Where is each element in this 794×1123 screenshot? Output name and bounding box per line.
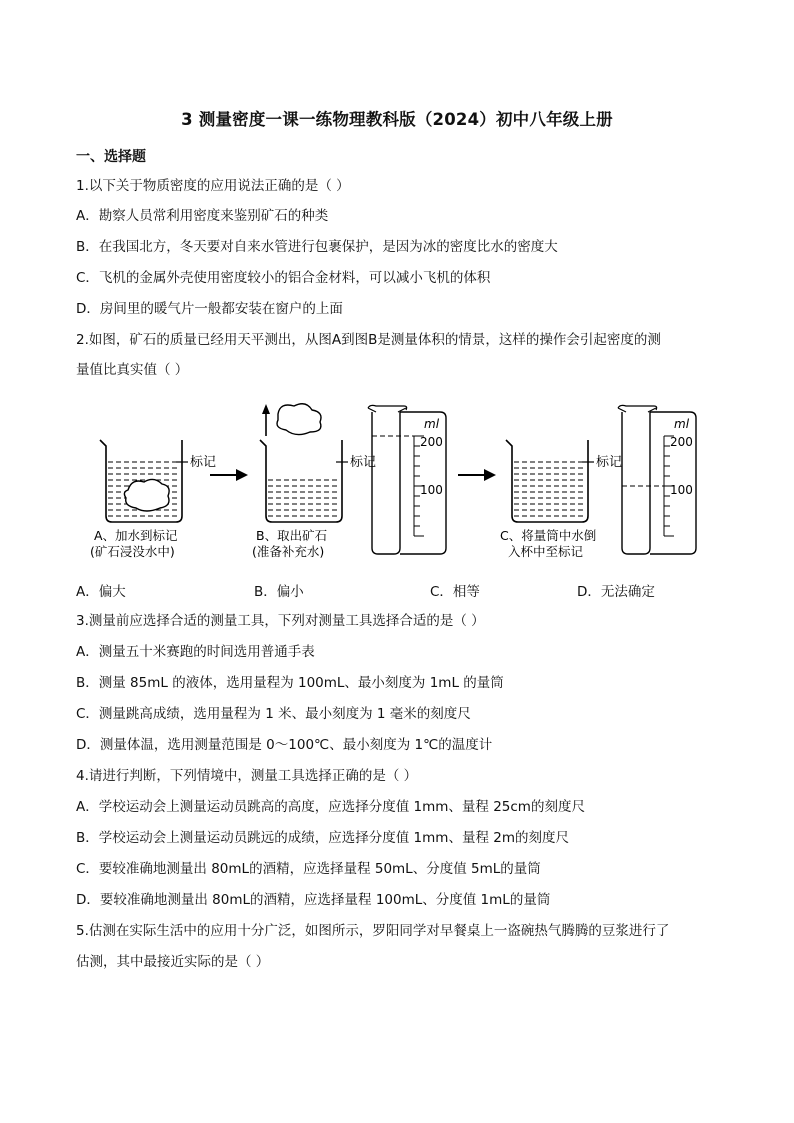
question-4-option-b: B．学校运动会上测量运动员跳远的成绩，应选择分度值 1mm、量程 2m的刻度尺 xyxy=(76,830,569,846)
cylinder-2-tick-200: 200 xyxy=(670,435,693,449)
measurement-diagram xyxy=(80,398,720,558)
question-3-option-a: A．测量五十米赛跑的时间选用普通手表 xyxy=(76,644,315,660)
section-heading: 一、选择题 xyxy=(76,149,146,165)
question-2-option-d: D．无法确定 xyxy=(577,584,655,600)
question-3-option-d: D．测量体温，选用测量范围是 0～100℃、最小刻度为 1℃的温度计 xyxy=(76,737,493,753)
question-4-option-d: D．要较准确地测量出 80mL的酒精，应选择量程 100mL、分度值 1mL的量筒 xyxy=(76,892,551,908)
cylinder-1-unit: ml xyxy=(424,417,440,431)
arrow-icon xyxy=(210,469,248,481)
question-2-stem-line-1: 2.如图，矿石的质量已经用天平测出，从图A到图B是测量体积的情景，这样的操作会引起密度的测 xyxy=(76,332,661,348)
question-2-option-c: C．相等 xyxy=(430,584,480,600)
question-1-option-d: D．房间里的暖气片一般都安装在窗户的上面 xyxy=(76,301,343,317)
question-1-stem: 1.以下关于物质密度的应用说法正确的是（ ） xyxy=(76,178,350,194)
arrow-icon xyxy=(458,469,496,481)
caption-c-line-2: 入杯中至标记 xyxy=(508,544,584,558)
question-2-options xyxy=(0,580,794,600)
beaker-b-mark-label: 标记 xyxy=(350,455,377,470)
caption-b-line-2: (准备补充水) xyxy=(252,544,325,558)
cylinder-1-tick-100: 100 xyxy=(420,483,443,497)
caption-a-line-1: A、加水到标记 xyxy=(94,528,178,543)
question-3-stem: 3.测量前应选择合适的测量工具，下列对测量工具选择合适的是（ ） xyxy=(76,613,485,629)
caption-a-line-2: (矿石浸没水中) xyxy=(90,544,175,558)
caption-c-line-1: C、将量筒中水倒 xyxy=(500,528,597,543)
cylinder-1-tick-200: 200 xyxy=(420,435,443,449)
measurement-figure xyxy=(80,398,720,558)
question-4-option-c: C．要较准确地测量出 80mL的酒精，应选择量程 50mL、分度值 5mL的量筒 xyxy=(76,861,541,877)
question-2-stem-line-2: 量值比真实值（ ） xyxy=(76,362,189,378)
beaker-a xyxy=(100,440,188,522)
question-5-stem-line-2: 估测，其中最接近实际的是（ ） xyxy=(76,954,270,970)
question-2-option-a: A．偏大 xyxy=(76,584,126,600)
question-3-option-c: C．测量跳高成绩，选用量程为 1 米、最小刻度为 1 毫米的刻度尺 xyxy=(76,706,471,722)
cylinder-2-tick-100: 100 xyxy=(670,483,693,497)
question-3-option-b: B．测量 85mL 的液体，选用量程为 100mL、最小刻度为 1mL 的量筒 xyxy=(76,675,504,691)
caption-b-line-1: B、取出矿石 xyxy=(256,528,328,543)
page-title: 3 测量密度一课一练物理教科版（2024）初中八年级上册 xyxy=(181,110,613,129)
beaker-a-mark-label: 标记 xyxy=(190,455,217,470)
cylinder-2-unit: ml xyxy=(674,417,690,431)
question-4-stem: 4.请进行判断，下列情境中，测量工具选择正确的是（ ） xyxy=(76,768,418,784)
beaker-b xyxy=(260,404,348,522)
question-1-option-b: B．在我国北方，冬天要对自来水管进行包裹保护，是因为冰的密度比水的密度大 xyxy=(76,239,558,255)
question-1-option-a: A．勘察人员常利用密度来鉴别矿石的种类 xyxy=(76,208,329,224)
beaker-c-mark-label: 标记 xyxy=(596,455,623,470)
question-5-stem-line-1: 5.估测在实际生活中的应用十分广泛，如图所示，罗阳同学对早餐桌上一盗碗热气腾腾的豆浆进行了 xyxy=(76,923,670,939)
beaker-c xyxy=(506,440,594,522)
question-2-option-b: B．偏小 xyxy=(254,584,304,600)
question-1-option-c: C．飞机的金属外壳使用密度较小的铝合金材料，可以减小飞机的体积 xyxy=(76,270,491,286)
question-4-option-a: A．学校运动会上测量运动员跳高的高度，应选择分度值 1mm、量程 25cm的刻度尺 xyxy=(76,799,585,815)
